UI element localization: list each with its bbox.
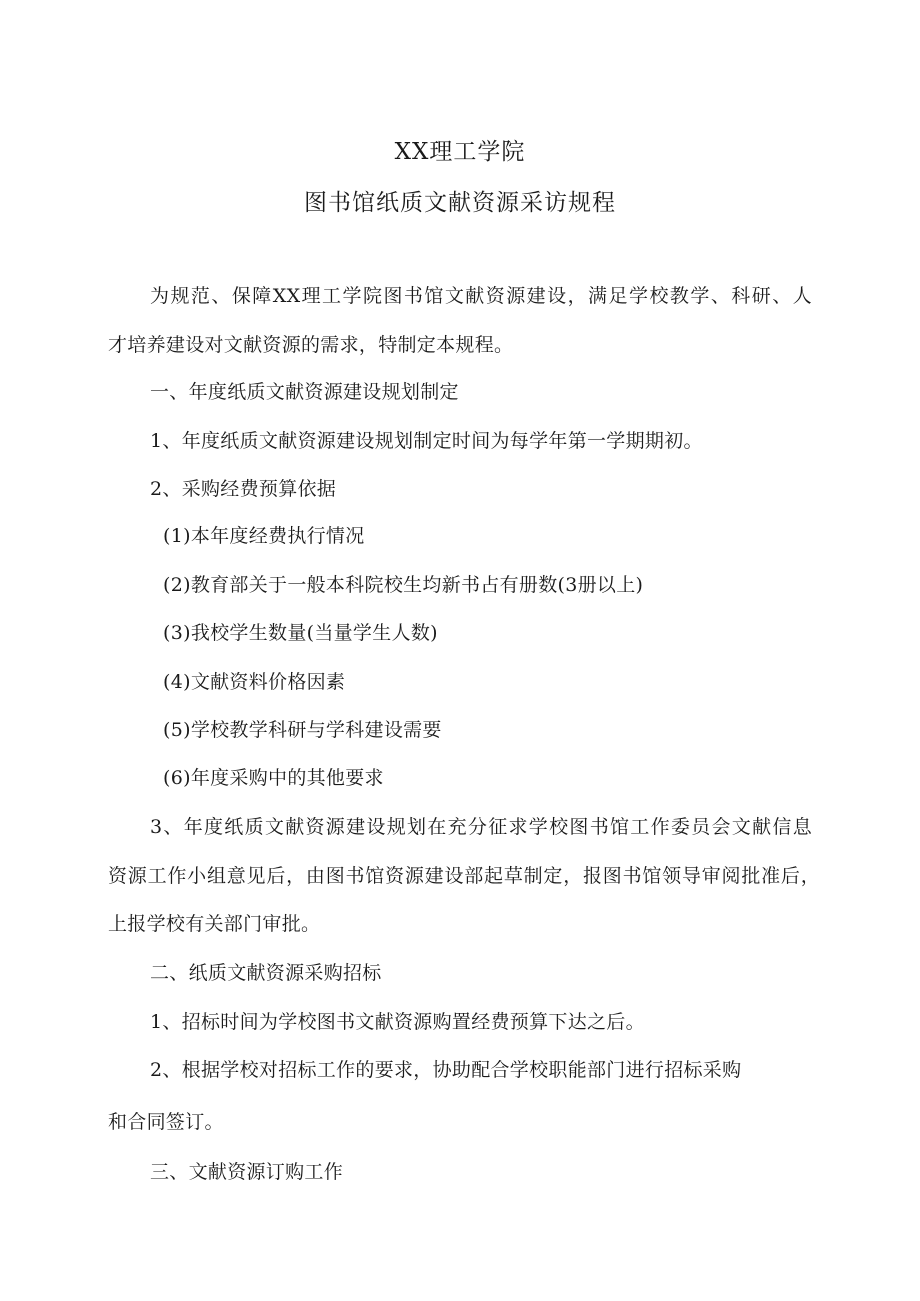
section2-item-2-line-2: 和合同签订。: [108, 1111, 224, 1133]
section-heading-2: 二、纸质文献资源采购招标: [150, 962, 382, 984]
section1-item-2: 2、采购经费预算依据: [150, 478, 337, 500]
document-title-institution: XX理工学院: [394, 139, 526, 165]
section2-item-1: 1、招标时间为学校图书文献资源购置经费预算下达之后。: [150, 1011, 645, 1033]
section1-item-3-line-3: 上报学校有关部门审批。: [108, 913, 321, 935]
budget-basis-item-2: (2)教育部关于一般本科院校生均新书占有册数(3册以上): [163, 574, 644, 596]
section1-item-3-line-2: 资源工作小组意见后，由图书馆资源建设部起草制定，报图书馆领导审阅批准后，: [108, 865, 820, 887]
section1-item-1: 1、年度纸质文献资源建设规划制定时间为每学年第一学期期初。: [150, 430, 703, 452]
budget-basis-item-1: (1)本年度经费执行情况: [163, 525, 365, 547]
budget-basis-item-6: (6)年度采购中的其他要求: [163, 767, 384, 789]
intro-line-2: 才培养建设对文献资源的需求，特制定本规程。: [108, 334, 514, 356]
section-heading-3: 三、文献资源订购工作: [150, 1161, 344, 1183]
section1-item-3-line-1: 3、年度纸质文献资源建设规划在充分征求学校图书馆工作委员会文献信息: [150, 816, 812, 838]
intro-line-1: 为规范、保障XX理工学院图书馆文献资源建设，满足学校教学、科研、人: [150, 285, 812, 307]
section2-item-2-line-1: 2、根据学校对招标工作的要求，协助配合学校职能部门进行招标采购: [150, 1059, 742, 1081]
document-title-main: 图书馆纸质文献资源采访规程: [304, 190, 616, 216]
budget-basis-item-4: (4)文献资料价格因素: [163, 671, 346, 693]
budget-basis-item-3: (3)我校学生数量(当量学生人数): [163, 622, 438, 644]
budget-basis-item-5: (5)学校教学科研与学科建设需要: [163, 719, 442, 741]
section-heading-1: 一、年度纸质文献资源建设规划制定: [150, 381, 459, 403]
